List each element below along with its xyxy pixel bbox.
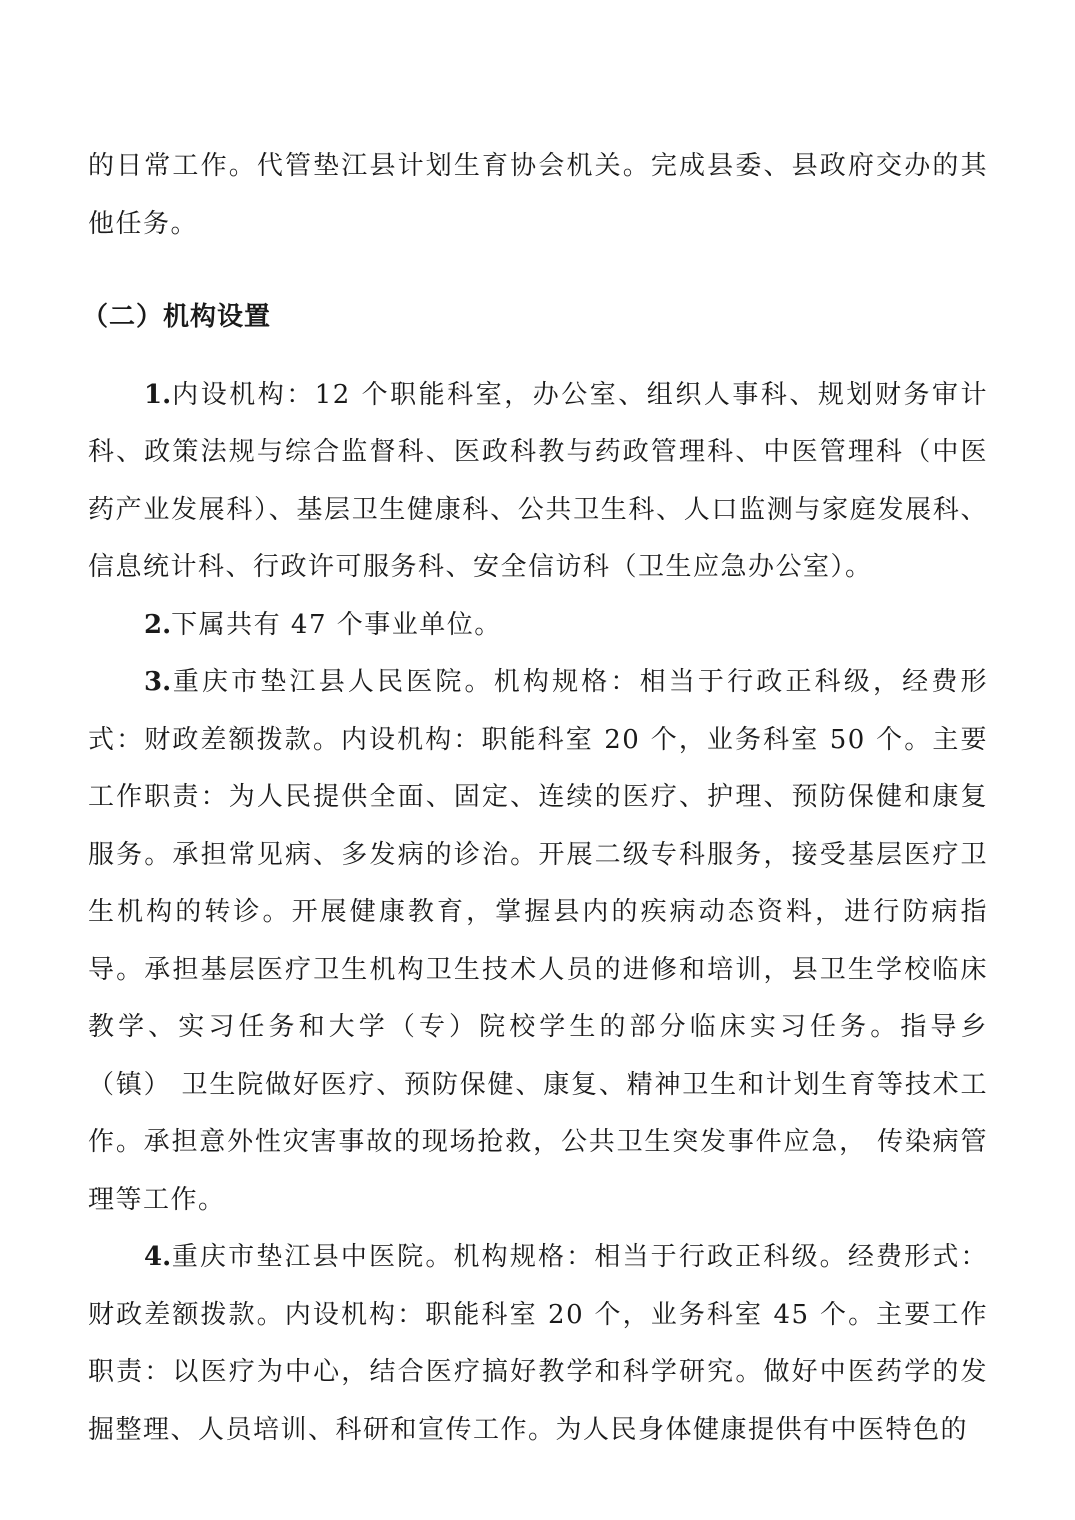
list-item (88, 654, 988, 1229)
list-item (88, 367, 988, 597)
item-text: 重庆市垫江县人民医院。机构规格：相当于行政正科级，经费形式：财政差额拨款。内设机构：职能科室 20 个，业务科室 50 个。主要工作职责：为人民提供全面、固定、连续的医疗、护理、预防保健和康复服务。承担常见病、多发病的诊治。开展二级专科服务，接受基层医疗卫生机构的转诊。开展健康教育，掌握县内的疾病动态资料，进行防病指导。承担基层医疗卫生机构卫生技术人员的进修和培训，县卫生学校临床教学、实习任务和大学（专）院校学生的部分临床实习任务。指导乡（镇） 卫生院做好医疗、预防保健、康复、精神卫生和计划生育等技术工作。承担意外性灾害事故的现场抢救，公共卫生突发事件应急， 传染病管理等工作。 (88, 667, 988, 1215)
item-number: 1. (144, 379, 172, 410)
item-text: 内设机构：12 个职能科室，办公室、组织人事科、规划财务审计科、政策法规与综合监督科、医政科教与药政管理科、中医管理科（中医药产业发展科）、基层卫生健康科、公共卫生科、人口监测与家庭发展科、信息统计科、行政许可服务科、安全信访科（卫生应急办公室）。 (88, 379, 988, 582)
section-heading: （二）机构设置 (82, 302, 272, 332)
intro-paragraph: 的日常工作。代管垫江县计划生育协会机关。完成县委、县政府交办的其他任务。 (88, 151, 988, 239)
item-text: 下属共有 47 个事业单位。 (171, 609, 502, 640)
item-number: 2. (144, 609, 172, 640)
item-text: 重庆市垫江县中医院。机构规格：相当于行政正科级。经费形式：财政差额拨款。内设机构：职能科室 20 个，业务科室 45 个。主要工作职责：以医疗为中心，结合医疗搞好教学和科学研究。做好中医药学的发掘整理、人员培训、科研和宣传工作。为人民身体健康提供有中医特色的 (88, 1242, 988, 1445)
list-item (88, 597, 988, 655)
item-number: 3. (144, 667, 172, 697)
list-item (88, 1229, 988, 1459)
document-page (82, 138, 988, 1459)
item-number: 4. (144, 1242, 172, 1272)
